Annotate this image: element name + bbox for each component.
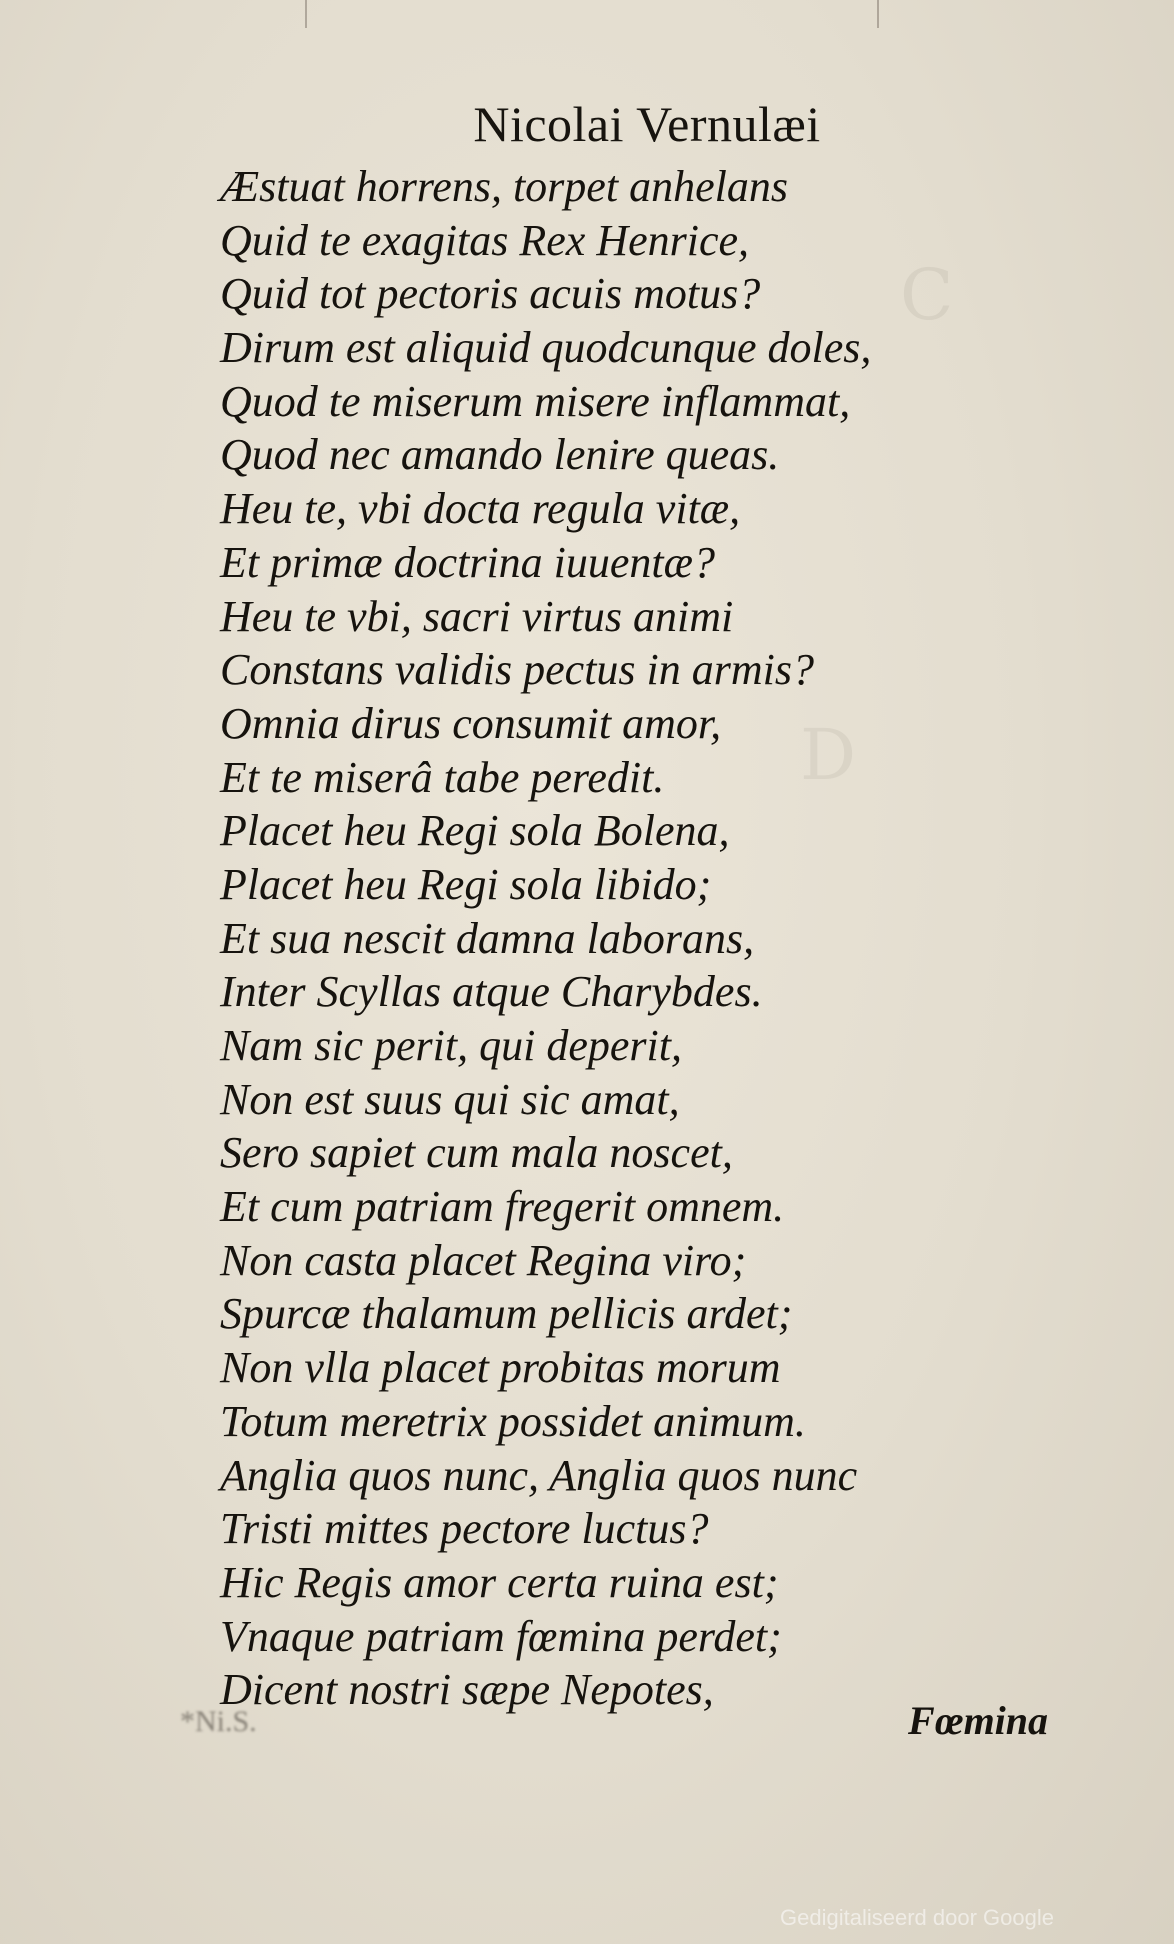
verse-line: Heu te vbi, sacri virtus animi <box>220 591 734 641</box>
running-header: Nicolai Vernulæi <box>473 96 821 152</box>
verse-line: Dirum est aliquid quodcunque doles, <box>220 323 872 373</box>
verse-line: Et te miserâ tabe peredit. <box>220 752 665 802</box>
verse-line: Spurcæ thalamum pellicis ardet; <box>220 1289 793 1339</box>
page-edge-mark <box>877 0 879 28</box>
verse-line: Quid tot pectoris acuis motus? <box>220 269 761 319</box>
verse-line: Et cum patriam fregerit omnem. <box>220 1182 785 1232</box>
verse-line: Inter Scyllas atque Charybdes. <box>220 967 763 1017</box>
verse-line: Placet heu Regi sola libido; <box>220 859 712 909</box>
verse-line: Anglia quos nunc, Anglia quos nunc <box>220 1450 858 1500</box>
bleed-through-texture: D <box>800 714 857 796</box>
verse-line: Æstuat horrens, torpet anhelans <box>220 162 788 211</box>
verse-line: Sero sapiet cum mala noscet, <box>220 1128 733 1178</box>
digitization-watermark: Gedigitaliseerd door Google <box>780 1905 1054 1930</box>
verse-line: Tristi mittes pectore luctus? <box>220 1504 709 1554</box>
verse-line: Totum meretrix possidet animum. <box>220 1396 806 1446</box>
verse-line: Non est suus qui sic amat, <box>220 1074 680 1124</box>
catchword: Fœmina <box>908 1698 1049 1743</box>
signature-mark: *Ni.S. <box>180 1705 257 1738</box>
verse-line: Nam sic perit, qui deperit, <box>220 1021 682 1070</box>
verse-line: Quod te miserum misere inflammat, <box>220 376 851 426</box>
verse-line: Placet heu Regi sola Bolena, <box>220 806 730 856</box>
verse-line: Et primæ doctrina iuuentæ? <box>220 537 715 587</box>
verse-line: Vnaque patriam fœmina perdet; <box>220 1611 782 1661</box>
verse-line: Quid te exagitas Rex Henrice, <box>220 215 750 265</box>
verse-line: Et sua nescit damna laborans, <box>220 913 755 963</box>
poem-verses <box>220 160 871 1717</box>
verse-line: Heu te, vbi docta regula vitæ, <box>220 484 741 534</box>
verse-line: Non casta placet Regina viro; <box>220 1235 747 1285</box>
page-edge-mark <box>305 0 307 28</box>
verse-line: Constans validis pectus in armis? <box>220 645 815 695</box>
verse-line: Omnia dirus consumit amor, <box>220 698 722 748</box>
bleed-through-texture: C <box>900 254 954 336</box>
verse-line: Hic Regis amor certa ruina est; <box>220 1557 779 1607</box>
verse-line: Quod nec amando lenire queas. <box>220 430 780 480</box>
verse-line: Non vlla placet probitas morum <box>220 1343 781 1393</box>
verse-line: Dicent nostri sæpe Nepotes, <box>220 1665 714 1715</box>
